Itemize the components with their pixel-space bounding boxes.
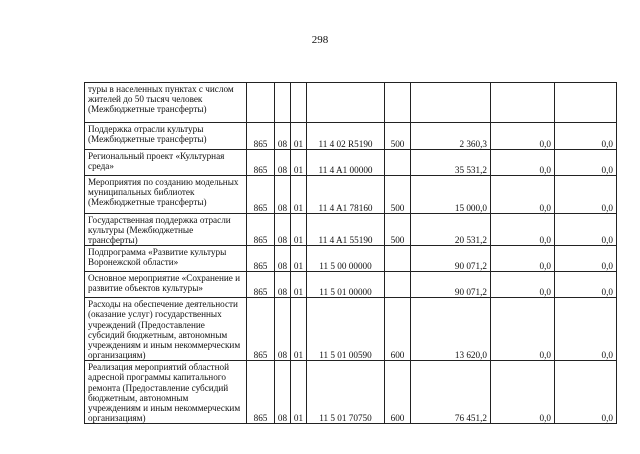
table-row bbox=[85, 123, 617, 150]
row-name-cell: Поддержка отрасли культуры (Межбюджетные трансферты) bbox=[85, 123, 247, 150]
sum2-cell: 0,0 bbox=[491, 123, 555, 150]
csr-cell: 11 5 00 00000 bbox=[307, 246, 385, 272]
row-name-cell: Государственная поддержка отрасли культуры (Межбюджетные трансферты) bbox=[85, 214, 247, 246]
pr-cell bbox=[291, 83, 307, 123]
sum2-cell: 0,0 bbox=[491, 150, 555, 176]
vr-cell: 500 bbox=[385, 214, 411, 246]
pr-cell: 01 bbox=[291, 176, 307, 214]
grbs-cell: 865 bbox=[247, 361, 275, 424]
csr-cell: 11 4 02 R5190 bbox=[307, 123, 385, 150]
sum3-cell: 0,0 bbox=[555, 246, 617, 272]
csr-cell bbox=[307, 83, 385, 123]
sum2-cell: 0,0 bbox=[491, 298, 555, 361]
table-row bbox=[85, 272, 617, 298]
table-row bbox=[85, 83, 617, 123]
sum1-cell: 15 000,0 bbox=[411, 176, 491, 214]
vr-cell bbox=[385, 150, 411, 176]
vr-cell bbox=[385, 272, 411, 298]
csr-cell: 11 5 01 00590 bbox=[307, 298, 385, 361]
sum2-cell: 0,0 bbox=[491, 272, 555, 298]
sum2-cell: 0,0 bbox=[491, 176, 555, 214]
row-name-cell: туры в населенных пунктах с числом жителей до 50 тысяч человек (Межбюджетные трансферты) bbox=[85, 83, 247, 123]
pr-cell: 01 bbox=[291, 246, 307, 272]
csr-cell: 11 4 A1 78160 bbox=[307, 176, 385, 214]
csr-cell: 11 5 01 00000 bbox=[307, 272, 385, 298]
row-name-cell: Расходы на обеспечение деятельности (оказание услуг) государственных учреждений (Предоставление субсидий бюджетным, автономным учреждениям и иным некоммерческим организациям) bbox=[85, 298, 247, 361]
pr-cell: 01 bbox=[291, 150, 307, 176]
pr-cell: 01 bbox=[291, 298, 307, 361]
csr-cell: 11 4 A1 55190 bbox=[307, 214, 385, 246]
row-name-cell: Мероприятия по созданию модельных муниципальных библиотек (Межбюджетные трансферты) bbox=[85, 176, 247, 214]
vr-cell: 500 bbox=[385, 176, 411, 214]
pr-cell: 01 bbox=[291, 123, 307, 150]
table-row bbox=[85, 150, 617, 176]
grbs-cell: 865 bbox=[247, 150, 275, 176]
pr-cell: 01 bbox=[291, 272, 307, 298]
rz-cell: 08 bbox=[275, 176, 291, 214]
vr-cell bbox=[385, 246, 411, 272]
sum3-cell: 0,0 bbox=[555, 123, 617, 150]
pr-cell: 01 bbox=[291, 214, 307, 246]
rz-cell: 08 bbox=[275, 246, 291, 272]
sum3-cell: 0,0 bbox=[555, 298, 617, 361]
table-row bbox=[85, 361, 617, 424]
sum1-cell: 35 531,2 bbox=[411, 150, 491, 176]
sum1-cell bbox=[411, 83, 491, 123]
sum3-cell: 0,0 bbox=[555, 214, 617, 246]
grbs-cell: 865 bbox=[247, 123, 275, 150]
grbs-cell: 865 bbox=[247, 214, 275, 246]
sum3-cell: 0,0 bbox=[555, 361, 617, 424]
sum2-cell: 0,0 bbox=[491, 361, 555, 424]
csr-cell: 11 5 01 70750 bbox=[307, 361, 385, 424]
grbs-cell: 865 bbox=[247, 246, 275, 272]
vr-cell: 500 bbox=[385, 123, 411, 150]
rz-cell: 08 bbox=[275, 214, 291, 246]
sum2-cell: 0,0 bbox=[491, 246, 555, 272]
vr-cell: 600 bbox=[385, 361, 411, 424]
grbs-cell: 865 bbox=[247, 298, 275, 361]
row-name-cell: Региональный проект «Культурная среда» bbox=[85, 150, 247, 176]
sum1-cell: 76 451,2 bbox=[411, 361, 491, 424]
sum1-cell: 90 071,2 bbox=[411, 272, 491, 298]
rz-cell: 08 bbox=[275, 150, 291, 176]
sum3-cell: 0,0 bbox=[555, 150, 617, 176]
rz-cell: 08 bbox=[275, 123, 291, 150]
grbs-cell: 865 bbox=[247, 176, 275, 214]
sum3-cell bbox=[555, 83, 617, 123]
vr-cell: 600 bbox=[385, 298, 411, 361]
rz-cell bbox=[275, 83, 291, 123]
rz-cell: 08 bbox=[275, 272, 291, 298]
table-row bbox=[85, 214, 617, 246]
sum3-cell: 0,0 bbox=[555, 176, 617, 214]
pr-cell: 01 bbox=[291, 361, 307, 424]
row-name-cell: Основное мероприятие «Сохранение и развитие объектов культуры» bbox=[85, 272, 247, 298]
rz-cell: 08 bbox=[275, 361, 291, 424]
table-row bbox=[85, 176, 617, 214]
row-name-cell: Реализация мероприятий областной адресной программы капитального ремонта (Предоставление субсидий бюджетным, автономным учреждениям и иным некоммерческим организациям) bbox=[85, 361, 247, 424]
csr-cell: 11 4 A1 00000 bbox=[307, 150, 385, 176]
sum1-cell: 13 620,0 bbox=[411, 298, 491, 361]
row-name-cell: Подпрограмма «Развитие культуры Воронежской области» bbox=[85, 246, 247, 272]
grbs-cell: 865 bbox=[247, 272, 275, 298]
sum1-cell: 90 071,2 bbox=[411, 246, 491, 272]
sum1-cell: 2 360,3 bbox=[411, 123, 491, 150]
page-number: 298 bbox=[311, 34, 329, 46]
sum2-cell: 0,0 bbox=[491, 214, 555, 246]
grbs-cell bbox=[247, 83, 275, 123]
budget-table bbox=[84, 82, 617, 424]
rz-cell: 08 bbox=[275, 298, 291, 361]
sum1-cell: 20 531,2 bbox=[411, 214, 491, 246]
table-row bbox=[85, 246, 617, 272]
vr-cell bbox=[385, 83, 411, 123]
sum2-cell bbox=[491, 83, 555, 123]
sum3-cell: 0,0 bbox=[555, 272, 617, 298]
table-row bbox=[85, 298, 617, 361]
